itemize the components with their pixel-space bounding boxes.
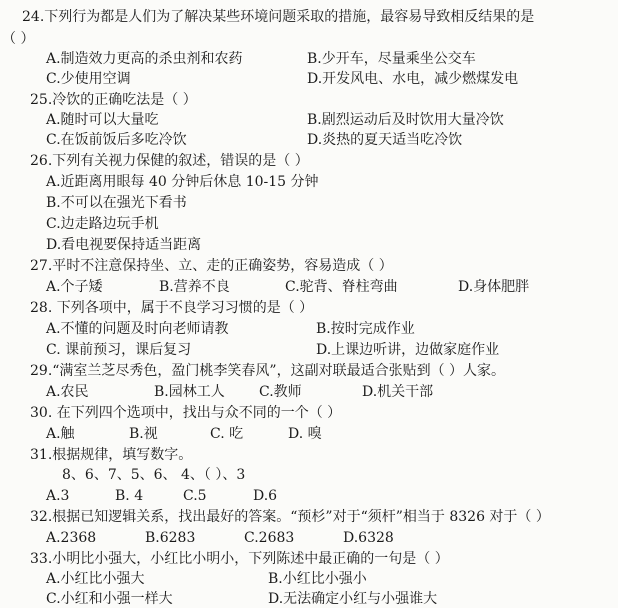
question-29-option-b: B.园林工人 — [154, 384, 225, 400]
question-24-stem: 24.下列行为都是人们为了解决某些环境问题采取的措施，最容易导致相反结果的是 — [22, 9, 535, 25]
question-30-stem: 30. 在下列四个选项中，找出与众不同的一个（ ） — [30, 405, 342, 421]
question-26-option-b: B.不可以在强光下看书 — [46, 195, 187, 211]
question-32-option-d: D.6328 — [343, 530, 394, 546]
question-27-stem: 27.平时不注意保持坐、立、走的正确姿势，容易造成（ ） — [30, 258, 393, 274]
question-33-stem: 33.小明比小强大，小红比小明小，下列陈述中最正确的一句是（ ） — [30, 551, 449, 567]
question-32-option-c: C.2683 — [244, 530, 295, 546]
question-31-sequence: 8、6、7、5、6、 4、（ ）、3 — [62, 467, 246, 483]
question-29-stem: 29.“满室兰芝尽秀色，盈门桃李笑春风”，这副对联最适合张贴到（ ）人家。 — [30, 363, 506, 379]
question-31-stem: 31.根据规律，填写数字。 — [30, 447, 193, 463]
question-29-option-d: D.机关干部 — [362, 384, 434, 400]
question-33-option-d: D.无法确定小红与小强谁大 — [268, 591, 438, 607]
question-30-option-d: D. 嗅 — [288, 426, 322, 442]
question-24-option-a: A.制造效力更高的杀虫剂和农药 — [46, 51, 243, 67]
question-25-option-b: B.剧烈运动后及时饮用大量冷饮 — [307, 112, 504, 128]
question-27-option-a: A.个子矮 — [46, 279, 103, 295]
question-31-option-a: A.3 — [46, 488, 70, 504]
question-26-option-a: A.近距离用眼每 40 分钟后休息 10-15 分钟 — [46, 174, 319, 190]
question-31-option-d: D.6 — [253, 488, 278, 504]
question-32-option-b: B.6283 — [145, 530, 196, 546]
question-30-option-c: C. 吃 — [210, 426, 244, 442]
question-26-option-d: D.看电视要保持适当距离 — [46, 237, 202, 253]
question-24-option-d: D.开发风电、水电，减少燃煤发电 — [307, 71, 519, 87]
question-31-option-c: C.5 — [183, 488, 207, 504]
question-32-option-a: A.2368 — [46, 530, 97, 546]
question-29-option-a: A.农民 — [46, 384, 89, 400]
question-25-option-a: A.随时可以大量吃 — [46, 112, 159, 128]
question-28-stem: 28. 下列各项中，属于不良学习习惯的是（ ） — [30, 300, 314, 316]
question-31-option-b: B. 4 — [115, 488, 144, 504]
question-25-option-d: D.炎热的夏天适当吃冷饮 — [307, 132, 463, 148]
question-27-option-c: C.驼背、脊柱弯曲 — [285, 279, 398, 295]
question-28-option-d: D.上课边听讲，边做家庭作业 — [316, 342, 500, 358]
question-28-option-a: A.不懂的问题及时向老师请教 — [46, 321, 229, 337]
question-32-stem: 32.根据已知逻辑关系，找出最好的答案。“预杉”对于“须杆”相当于 8326 对于（ ） — [30, 509, 550, 525]
question-28-option-c: C. 课前预习，课后复习 — [46, 342, 192, 358]
question-26-stem: 26.下列有关视力保健的叙述，错误的是（ ） — [30, 153, 309, 169]
question-33-option-b: B.小红比小强小 — [268, 571, 367, 587]
question-27-option-d: D.身体肥胖 — [458, 279, 530, 295]
question-30-option-b: B.视 — [129, 426, 158, 442]
question-24-stem-cont: （ ） — [2, 31, 35, 47]
question-27-option-b: B.营养不良 — [159, 279, 230, 295]
question-33-option-a: A.小红比小强大 — [46, 571, 145, 587]
question-33-option-c: C.小红和小强一样大 — [46, 591, 173, 607]
question-24-option-c: C.少使用空调 — [46, 71, 131, 87]
question-25-stem: 25.冷饮的正确吃法是（ ） — [30, 92, 197, 108]
question-25-option-c: C.在饭前饭后多吃冷饮 — [46, 132, 187, 148]
question-26-option-c: C.边走路边玩手机 — [46, 216, 159, 232]
question-29-option-c: C.教师 — [259, 384, 302, 400]
question-30-option-a: A.触 — [46, 426, 75, 442]
question-24-option-b: B.少开车，尽量乘坐公交车 — [307, 51, 476, 67]
question-28-option-b: B.按时完成作业 — [316, 321, 415, 337]
